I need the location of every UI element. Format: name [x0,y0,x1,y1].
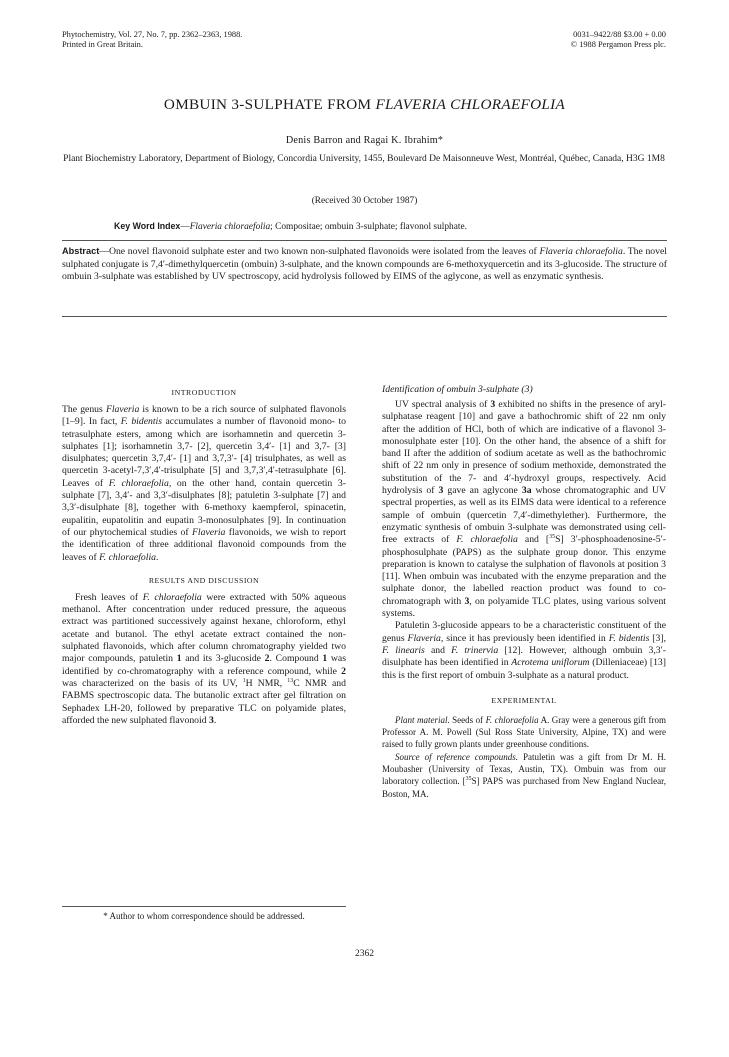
taxon-name: Acrotema uniflorum [511,657,590,669]
plant-material-paragraph [382,714,666,751]
text-run: flavonoids, we wish to report the identification of three additional flavonoid compounds from the leaves of [62,526,346,563]
text-run: The genus [62,404,106,415]
text-run: A. Gray were a generous gift from Professor A. M. Powell (Sul Ross State University, Alpine, TX) and were raised to fully grown plants under greenhouse conditions. [382,714,666,750]
abstract [62,245,667,284]
paragraph-label: Source of reference compounds. [395,751,519,762]
keyword-label: Key Word Index [114,221,181,231]
taxon-name: F. chloraefolia [108,477,169,489]
text-run: . [156,551,159,563]
text-run: S] 3′-phosphoadenosine-5′-phosphosulphate (PAPS) as the sulphate group donor. This enzyme preparation is known to catalyse the sulphation of flavonols at position 3 [11]. When ombuin was incubated with the enzyme preparation and the sulphate donor, the labelled reaction product was found to co-chromatograph with [382,534,666,607]
journal-header [62,30,242,50]
taxon-name: F. chloraefolia [456,534,518,546]
taxon-name: F. trinervia [451,644,499,656]
isotope-superscript: 1 [242,677,246,684]
reference-compounds-paragraph [382,751,666,800]
text-run: S] PAPS was purchased from New England Nuclear, Boston, MA. [382,776,667,799]
text-run: Patuletin 3-glucoside appears to be a characteristic constituent of the genus [382,620,666,644]
text-run: and [ [517,534,550,546]
text-run: , on polyamide TLC plates, using various solvent systems. [382,595,666,620]
text-run: [12]. However, although ombuin 3,3′-disulphate has been identified in [382,644,666,669]
text-run: was characterized on the basis of its UV, [62,677,243,689]
abstract-genus: Flaveria chloraefolia [539,246,623,257]
abstract-top-rule [62,240,667,241]
text-run: Seeds of [449,714,486,725]
compound-number: 3a [521,485,532,497]
page-number: 2362 [355,949,374,959]
compound-number: 3 [208,714,214,726]
taxon-name: F. chloraefolia [485,714,539,725]
introduction-paragraph [62,404,346,564]
journal-citation: Phytochemistry, Vol. 27, No. 7, pp. 2362–2363, 1988. [62,30,243,39]
results-paragraph [62,592,346,727]
compound-number: 3 [464,595,470,607]
text-run: , since it has previously been identified in [440,632,609,644]
footnote: * Author to whom correspondence should be addressed. [103,911,305,921]
text-run: were extracted with 50% aqueous methanol. After concentration under reduced pressure, the aqueous extract was partitioned successively against hexane, chloroform, ethyl acetate and butanol. The ethyl acetate extract contained the non-sulphated flavonoids, which after column chromatography yielded two major compounds, patuletin [62,591,346,665]
text-run: and its 3-glucoside [181,653,265,665]
text-run: UV spectral analysis of [395,399,491,410]
paragraph-label: Plant material. [395,714,450,725]
copyright-line: © 1988 Pergamon Press plc. [570,40,666,49]
taxon-name: Flaveria [105,404,140,415]
text-run: gave an aglycone [443,485,522,497]
text-run: C NMR and FABMS spectroscopic data. The butanolic extract after gel filtration on Sephadex LH-20, followed by preparative TLC on polyamide plates, afforded the new sulphated flavonoid [62,677,346,726]
text-run: . Compound [269,653,323,665]
received-date: (Received 30 October 1987) [311,196,418,206]
title-italic: FLAVERIA CHLORAEFOLIA [375,96,566,113]
text-run: Patuletin was a gift from Dr M. H. Moubasher (University of Texas, Austin, TX). Ombuin was from our laboratory collection. [ [382,751,666,787]
identification-paragraph-1 [382,399,666,620]
article-title [0,96,729,114]
abstract-bottom-rule [62,316,667,317]
title-roman: OMBUIN 3-SULPHATE FROM [163,96,376,113]
taxon-name: F. bidentis [608,632,650,644]
text-run: was identified by co-chromatography with a reference compound, while [62,653,346,677]
taxon-name: F. chloraefolia [99,551,156,563]
author-line: Denis Barron and Ragai K. Ibrahim* [285,135,444,146]
compound-number: 1 [322,653,328,665]
compound-number: 3 [438,485,444,497]
results-heading: RESULTS AND DISCUSSION [148,575,260,585]
identification-paragraph-2 [382,620,666,681]
keyword-index [114,221,467,232]
abstract-label: Abstract [62,246,100,256]
isotope-superscript: 35 [465,776,472,783]
taxon-name: F. linearis [382,644,425,656]
text-run: H NMR, [245,677,288,689]
text-run: [3], [649,632,667,644]
printed-in: Printed in Great Britain. [62,40,143,49]
abstract-text: —One novel flavonoid sulphate ester and two known non-sulphated flavonoids were isolated from the leaves of [99,246,540,257]
keyword-genus: Flaveria chloraefolia [189,222,271,232]
text-run: is known to be a rich source of sulphated flavonols [1–9]. In fact, [62,404,347,428]
price-code: 0031–9422/88 $3.00 + 0.00 [573,30,666,39]
taxon-name: F. bidentis [120,416,163,428]
identification-heading: Identification of ombuin 3-sulphate (3) [382,384,533,395]
keyword-dash: — [180,222,190,232]
footnote-rule [62,906,346,907]
compound-number: 2 [264,653,270,665]
isotope-superscript: 35 [549,534,556,541]
isotope-superscript: 13 [287,677,294,684]
taxon-name: F. chloraefolia [142,591,202,603]
compound-number: 1 [176,653,182,665]
affiliation: Plant Biochemistry Laboratory, Department of Biology, Concordia University, 1455, Boulevard De Maisonneuve West, Montréal, Québec, Canada, H3G 1M8 [63,154,665,164]
keyword-list: ; Compositae; ombuin 3-sulphate; flavonol sulphate. [270,222,468,232]
text-run: exhibited no shifts in the presence of aryl-sulphatase reagent [10] and gave a bathochromic shift of 22 nm only after the addition of HCl, both of which are indicative of a flavonol 3-monosulphate ester [10]. On the other hand, the absence of a shift for band II after the addition of sodium acetate as well as the bathochromic shift of 22 nm only in presence of sodium methoxide, demonstrated the substitution of the 7- and 4′-hydroxyl groups, respectively. Acid hydrolysis of [382,399,667,497]
compound-number: 2 [341,665,346,677]
text-run: accumulates a number of flavonoid mono- to tetrasulphate esters, among which are isorhamnetin and quercetin 3-sulphates [1]; isorhamnetin 3,7- [2], quercetin 3,4′- [1] and 3,7- [3] disulphates; quercetin 3,7,4′- [1] and 3,7,3′- [4] trisulphates, as well as quercetin 3-acetyl-7,3′,4′-trisulphate [5] and 3,7,3′,4′-tetrasulphate [6]. Leaves of [62,416,347,489]
introduction-heading: INTRODUCTION [171,388,237,397]
text-run: and [424,644,452,656]
text-run: (Dilleniaceae) [13] this is the first report of ombuin 3-sulphate as a natural product. [382,657,666,681]
text-run: , on the other hand, contain quercetin 3-sulphate [7], 3,4′- and 3,3′-disulphates [8]; patuletin 3-sulphate [7] and 3,3′-disulphate [8], together with 6-methoxy kaempferol, spinacetin, eupalitin, eupatolitin and eupatin 3-monosulphates [9]. In continuation of our phytochemical studies of [62,477,346,538]
abstract-text: . The novel sulphated conjugate is 7,4′-dimethylquercetin (ombuin) 3-sulphate, and the known compounds are 6-methoxyquercetin and its 3-glucoside. The structure of ombuin 3-sulphate was established by UV spectroscopy, acid hydrolysis followed by EIMS of the aglycone, as well as enzymatic synthesis. [62,246,667,283]
taxon-name: Flaveria [192,526,226,538]
text-run: whose chromatographic and UV spectral properties, as well as its EIMS data were identical to a reference sample of ombuin (quercetin 7,4′-dimethylether). Furthermore, the enzymatic synthesis of ombuin 3-sulphate was demonstrated using cell-free extracts of [382,485,666,546]
compound-number: 3 [490,399,496,410]
right-column [382,384,666,800]
publisher-header [571,30,666,50]
left-column [62,388,346,727]
taxon-name: Flaveria [407,632,441,644]
experimental-heading: EXPERIMENTAL [491,695,557,705]
text-run: Fresh leaves of [75,591,143,603]
text-run: . [213,714,217,726]
